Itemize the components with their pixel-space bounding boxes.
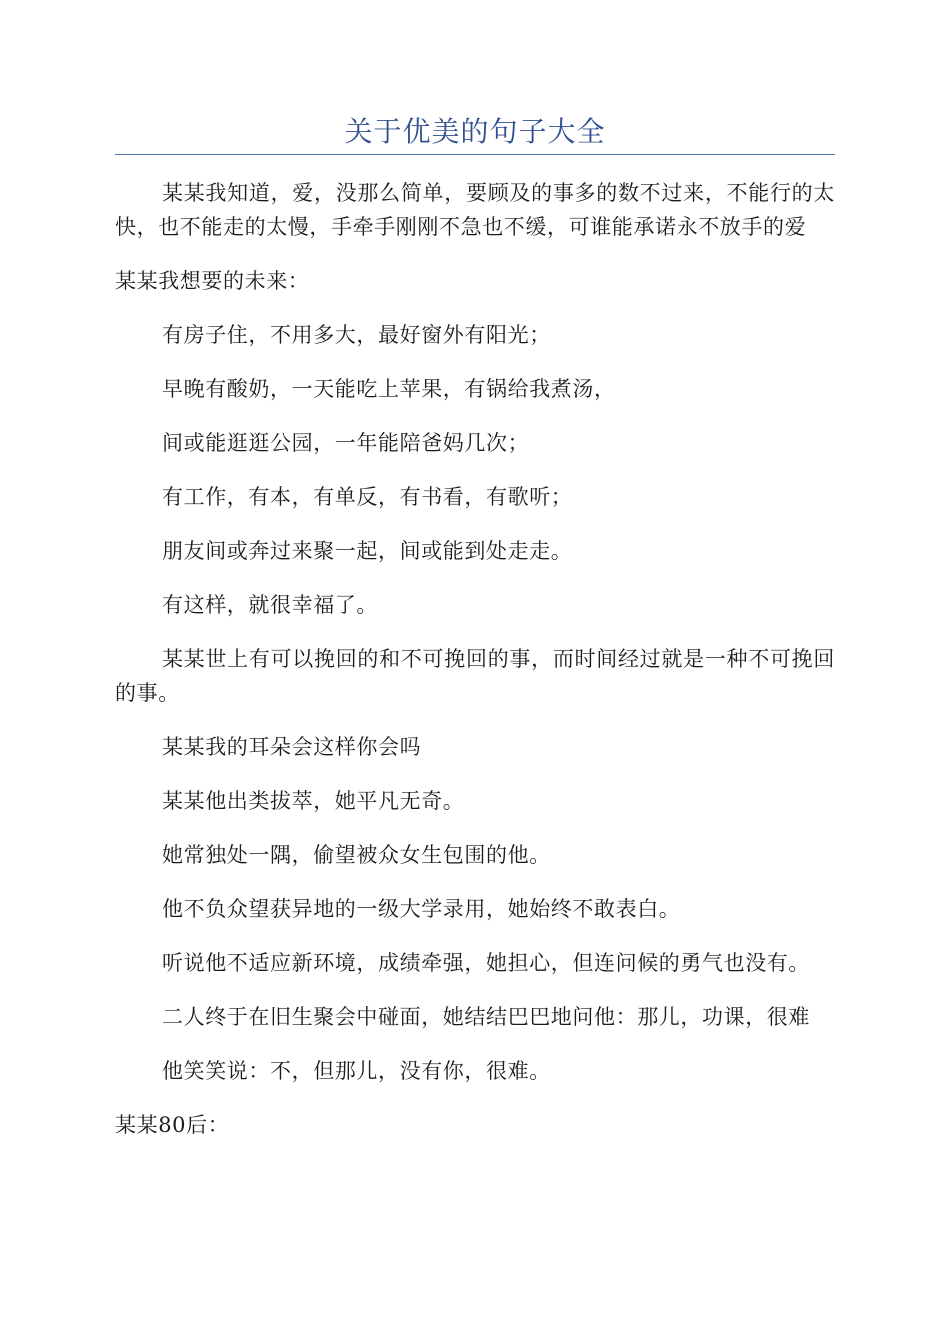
- paragraph: 某某我知道，爱，没那么简单，要顾及的事多的数不过来，不能行的太快，也不能走的太慢，手牵手刚刚不急也不缓，可谁能承诺永不放手的爱: [115, 181, 835, 239]
- paragraph: 他不负众望获异地的一级大学录用，她始终不敢表白。: [162, 897, 681, 921]
- paragraph: 朋友间或奔过来聚一起，间或能到处走走。: [162, 539, 573, 563]
- paragraph: 某某他出类拔萃，她平凡无奇。: [162, 789, 465, 813]
- paragraph: 某某我想要的未来：: [115, 269, 310, 293]
- paragraph: 二人终于在旧生聚会中碰面，她结结巴巴地问他：那儿，功课，很难: [162, 1005, 810, 1029]
- paragraph: 有这样，就很幸福了。: [162, 593, 378, 617]
- title-underline: [115, 154, 835, 155]
- document-title: 关于优美的句子大全: [344, 115, 606, 148]
- paragraph: 某某我的耳朵会这样你会吗: [162, 735, 422, 759]
- paragraph: 听说他不适应新环境，成绩牵强，她担心，但连问候的勇气也没有。: [162, 951, 810, 975]
- paragraph: 某某世上有可以挽回的和不可挽回的事，而时间经过就是一种不可挽回的事。: [115, 647, 835, 705]
- document-body: [115, 176, 835, 1162]
- paragraph: 某某80后：: [115, 1113, 230, 1137]
- paragraph: 有房子住，不用多大，最好窗外有阳光；: [162, 323, 551, 347]
- paragraph: 他笑笑说：不，但那儿，没有你，很难。: [162, 1059, 551, 1083]
- paragraph: 早晚有酸奶，一天能吃上苹果，有锅给我煮汤，: [162, 377, 616, 401]
- paragraph: 她常独处一隅，偷望被众女生包围的他。: [162, 843, 551, 867]
- paragraph: 间或能逛逛公园，一年能陪爸妈几次；: [162, 431, 530, 455]
- paragraph: 有工作，有本，有单反，有书看，有歌听；: [162, 485, 573, 509]
